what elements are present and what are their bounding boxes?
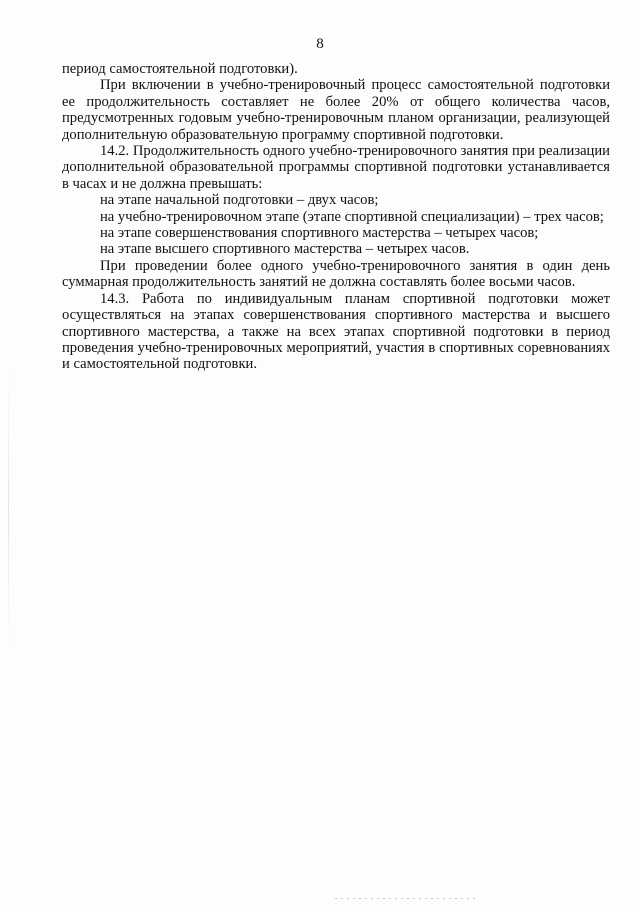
document-body	[62, 61, 610, 373]
paragraph-daily-total: При проведении более одного учебно-тренировочного занятия в один день суммарная продолжительность занятий не должна составлять более восьми часов.	[62, 257, 610, 291]
list-item-training-stage: на учебно-тренировочном этапе (этапе спортивной специализации) – трех часов;	[100, 208, 604, 225]
paragraph-14-3: 14.3. Работа по индивидуальным планам спортивной подготовки может осуществляться на этапах совершенствования спортивного мастерства и высшего спортивного мастерства, а также на всех этапах спортивной подготовки в период проведения учебно-тренировочных мероприятий, участия в спортивных соревнованиях и самостоятельной подготовки.	[62, 290, 610, 373]
list-item-improvement-stage: на этапе совершенствования спортивного мастерства – четырех часов;	[100, 225, 539, 242]
paragraph-self-training-duration: При включении в учебно-тренировочный процесс самостоятельной подготовки ее продолжительность составляет не более 20% от общего количества часов, предусмотренных годовым учебно-тренировочным планом организации, реализующей дополнительную образовательную программу спортивной подготовки.	[62, 77, 610, 143]
page-number: 8	[316, 36, 324, 52]
scan-artifact-bottom	[335, 898, 475, 899]
paragraph-14-2: 14.2. Продолжительность одного учебно-тренировочного занятия при реализации дополнительной образовательной программы спортивной подготовки устанавливается в часах и не должна превышать:	[62, 143, 610, 192]
list-item-initial-stage: на этапе начальной подготовки – двух часов;	[100, 192, 379, 209]
scan-artifact-left	[8, 360, 9, 660]
list-item-higher-mastery-stage: на этапе высшего спортивного мастерства – четырех часов.	[100, 241, 470, 258]
paragraph-continuation: период самостоятельной подготовки).	[62, 61, 298, 77]
